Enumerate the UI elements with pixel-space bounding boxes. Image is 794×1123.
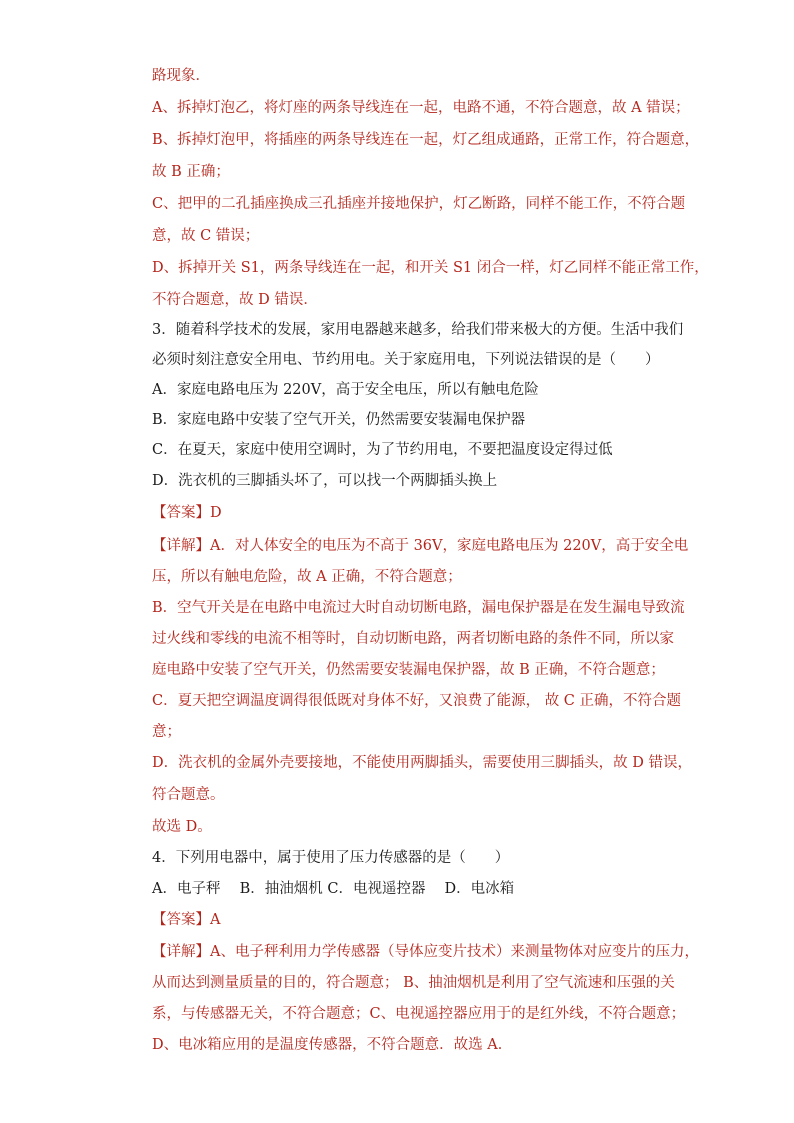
text-line: C．夏天把空调温度调得很低既对身体不好，又浪费了能源， 故 C 正确，不符合题 — [152, 693, 682, 709]
text-line: 3．随着科学技术的发展，家用电器越来越多，给我们带来极大的方便。生活中我们 — [152, 322, 684, 338]
text-line: 过火线和零线的电流不相等时，自动切断电路，两者切断电路的条件不同，所以家 — [152, 631, 674, 647]
text-line: 意，故 C 错误； — [152, 228, 260, 244]
text-line: D．洗衣机的金属外壳要接地，不能使用两脚插头，需要使用三脚插头，故 D 错误， — [152, 755, 692, 771]
text-line: 从而达到测量质量的目的，符合题意； B、抽油烟机是利用了空气流速和压强的关 — [152, 975, 675, 991]
text-line: D．洗衣机的三脚插头坏了，可以找一个两脚插头换上 — [152, 473, 498, 489]
text-line: 系，与传感器无关，不符合题意；C、电视遥控器应用于的是红外线，不符合题意； — [152, 1006, 686, 1022]
text-line: 符合题意。 — [152, 787, 225, 803]
text-line: B．空气开关是在电路中电流过大时自动切断电路，漏电保护器是在发生漏电导致流 — [152, 600, 685, 616]
text-line: 【答案】A — [152, 912, 221, 928]
text-line: B．家庭电路中安装了空气开关，仍然需要安装漏电保护器 — [152, 412, 526, 428]
text-line: D、电冰箱应用的是温度传感器，不符合题意．故选 A． — [152, 1037, 513, 1053]
text-line: 不符合题意，故 D 错误． — [152, 292, 318, 308]
text-line: B、拆掉灯泡甲，将插座的两条导线连在一起，灯乙组成通路，正常工作，符合题意， — [152, 132, 700, 148]
text-line: 【详解】A、电子秤利用力学传感器（导体应变片技术）来测量物体对应变片的压力， — [152, 944, 699, 960]
text-line: A、拆掉灯泡乙，将灯座的两条导线连在一起，电路不通，不符合题意，故 A 错误； — [152, 100, 690, 116]
text-line: A．家庭电路电压为 220V，高于安全电压，所以有触电危险 — [152, 382, 539, 398]
text-line: 路现象． — [152, 68, 210, 84]
text-line: 【答案】D — [152, 505, 222, 521]
text-line: 故 B 正确； — [152, 164, 230, 180]
text-line: C．在夏天，家庭中使用空调时，为了节约用电，不要把温度设定得过低 — [152, 442, 613, 458]
text-line: 4．下列用电器中，属于使用了压力传感器的是（ ） — [152, 850, 510, 866]
text-line: 【详解】A．对人体安全的电压为不高于 36V，家庭电路电压为 220V，高于安全电 — [152, 538, 689, 554]
text-line: D、拆掉开关 S1，两条导线连在一起，和开关 S1 闭合一样，灯乙同样不能正常工作， — [152, 260, 709, 276]
text-line: 庭电路中安装了空气开关，仍然需要安装漏电保护器，故 B 正确，不符合题意； — [152, 662, 665, 678]
text-line: 意； — [152, 724, 181, 740]
text-line: A．电子秤 B．抽油烟机 C．电视遥控器 D．电冰箱 — [152, 881, 515, 897]
text-line: 故选 D。 — [152, 819, 212, 835]
text-line: 压，所以有触电危险，故 A 正确，不符合题意； — [152, 569, 462, 585]
text-line: C、把甲的二孔插座换成三孔插座并接地保护，灯乙断路，同样不能工作，不符合题 — [152, 196, 686, 212]
text-line: 必须时刻注意安全用电、节约用电。关于家庭用电，下列说法错误的是（ ） — [152, 352, 660, 368]
